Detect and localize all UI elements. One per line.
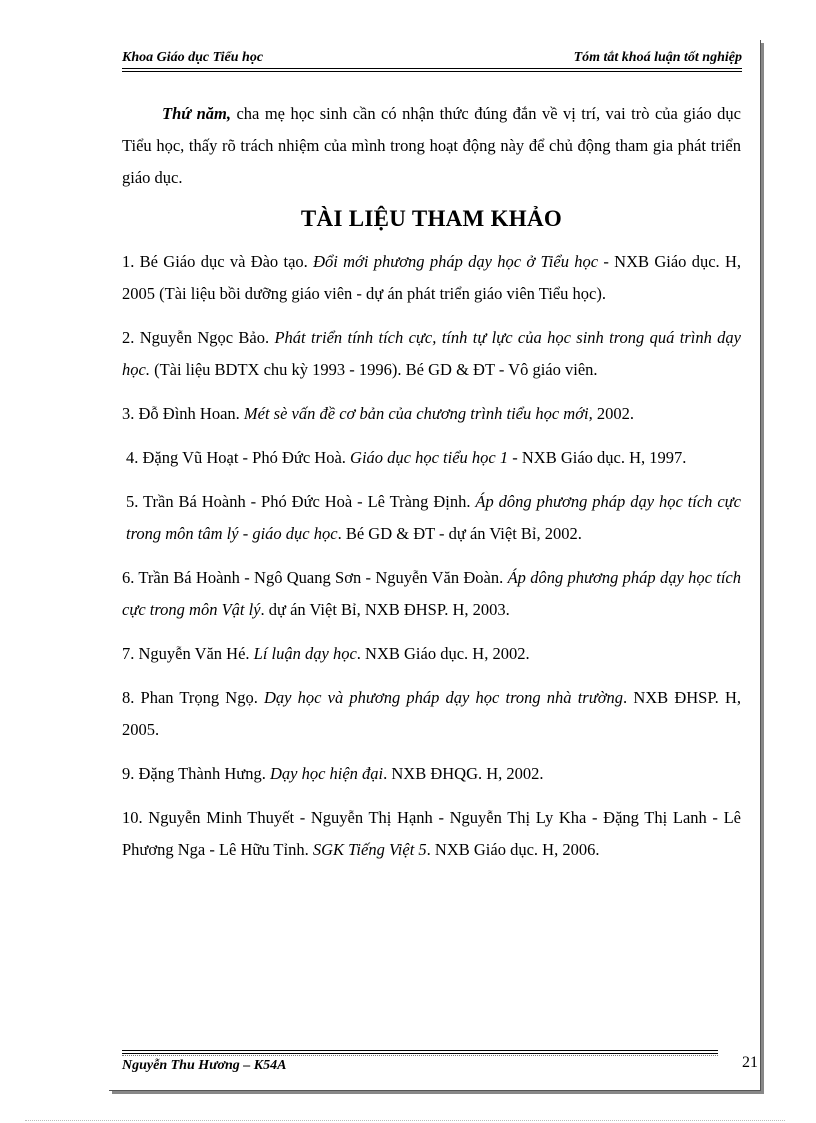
reference-item: 8. Phan Trọng Ngọ. Dạy học và phương pháp dạy học trong nhà trường. NXB ĐHSP. H, 2005. — [122, 688, 742, 739]
footer-rule — [122, 1050, 718, 1051]
intro-lead: Thứ năm, — [162, 104, 231, 123]
footer-author: Nguyễn Thu Hương – K54A — [122, 1058, 287, 1073]
reference-item: 1. Bé Giáo dục và Đào tạo. Đổi mới phương pháp dạy học ở Tiểu học - NXB Giáo dục. H, 2005 (Tài liệu bồi dưỡng giáo viên - dự án phát triển giáo viên Tiểu học). — [122, 252, 741, 303]
footer-rule — [122, 1053, 718, 1054]
page-number: 21 — [742, 1054, 758, 1071]
header-document-title: Tóm tắt khoá luận tốt nghiệp — [573, 50, 742, 65]
reference-item: 5. Trần Bá Hoành - Phó Đức Hoà - Lê Tràng Định. Áp dông phương pháp dạy học tích cực trong môn tâm lý - giáo dục học. Bé GD & ĐT - dự án Việt Bỉ, 2002. — [126, 492, 741, 543]
page-content — [122, 98, 741, 878]
footer-rule — [122, 1055, 718, 1056]
intro-paragraph — [122, 98, 741, 194]
bottom-dotted-line — [25, 1120, 785, 1121]
reference-item: 2. Nguyễn Ngọc Bảo. Phát triển tính tích cực, tính tự lực của học sinh trong quá trình dạy học. (Tài liệu BDTX chu kỳ 1993 - 1996). Bé GD & ĐT - Vô giáo viên. — [122, 328, 741, 379]
intro-text: cha mẹ học sinh cần có nhận thức đúng đắn về vị trí, vai trò của giáo dục Tiểu học, thấy rõ trách nhiệm của mình trong hoạt động này để chủ động tham gia phát triển giáo dục. — [122, 104, 741, 187]
reference-item: 10. Nguyễn Minh Thuyết - Nguyễn Thị Hạnh - Nguyễn Thị Ly Kha - Đặng Thị Lanh - Lê Phương Nga - Lê Hữu Tỉnh. SGK Tiếng Việt 5. NXB Giáo dục. H, 2006. — [122, 808, 741, 859]
reference-item: 7. Nguyễn Văn Hé. Lí luận dạy học. NXB Giáo dục. H, 2002. — [122, 644, 530, 663]
reference-item: 3. Đỗ Đình Hoan. Mét sè vấn đề cơ bản của chương trình tiểu học mới, 2002. — [122, 404, 634, 423]
header-rule — [122, 68, 742, 69]
reference-item: 9. Đặng Thành Hưng. Dạy học hiện đại. NXB ĐHQG. H, 2002. — [122, 764, 544, 783]
header-faculty: Khoa Giáo dục Tiểu học — [122, 50, 264, 65]
page-header — [122, 48, 742, 68]
reference-list — [122, 246, 741, 866]
section-title: TÀI LIỆU THAM KHẢO — [300, 206, 563, 231]
reference-item: 6. Trần Bá Hoành - Ngô Quang Sơn - Nguyễn Văn Đoàn. Áp dông phương pháp dạy học tích cực trong môn Vật lý. dự án Việt Bỉ, NXB ĐHSP. H, 2003. — [122, 568, 741, 619]
reference-item: 4. Đặng Vũ Hoạt - Phó Đức Hoà. Giáo dục học tiểu học 1 - NXB Giáo dục. H, 1997. — [126, 448, 687, 467]
header-rule — [122, 71, 742, 72]
